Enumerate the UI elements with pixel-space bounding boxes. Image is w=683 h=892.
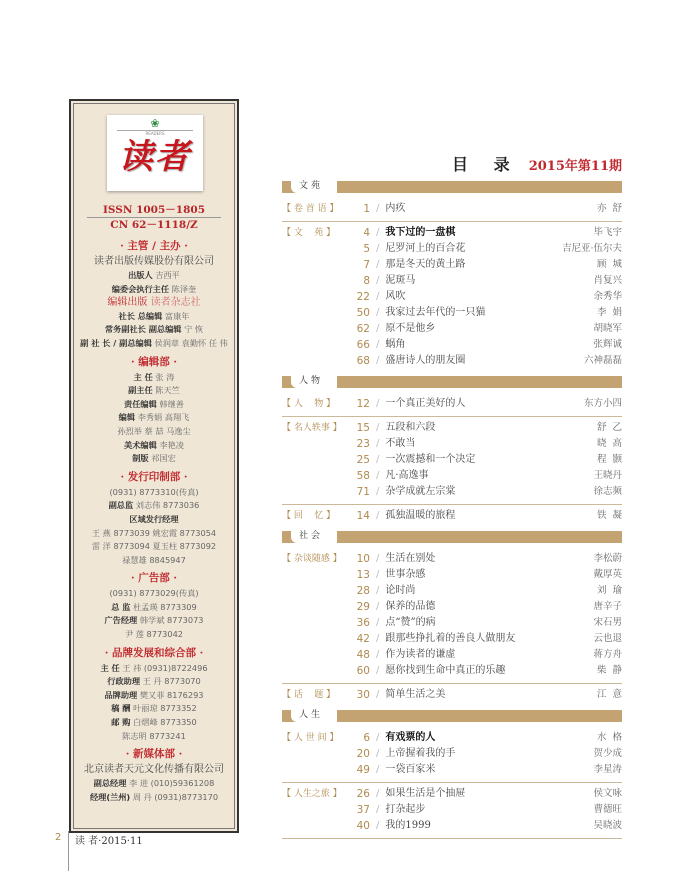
category-label: 【 话 题 】 [282,690,336,700]
staff-section-heading: · 新媒体部 · [125,748,183,761]
toc-entry[interactable] [282,241,622,257]
staff-name: 周 丹 (0931)8773170 [132,791,219,802]
table-of-contents [282,152,622,839]
entry-title: 不敢当 [385,438,416,449]
entry-author: 李松蔚 [593,553,622,564]
toc-entry[interactable] [282,599,622,615]
entry-author: 肖复兴 [593,275,622,286]
entry-title: 简单生活之美 [385,689,446,700]
entry-author: 宋石男 [593,617,622,628]
staff-role: 行政助理 [107,676,141,687]
staff-role: 副 社 长 / 副总编辑 [80,337,152,348]
toc-entry[interactable] [282,567,622,583]
staff-line [71,499,237,513]
separator: / [376,203,380,214]
toc-entry[interactable] [282,802,622,818]
staff-name: 王 祎 (0931)8722496 [122,662,208,673]
category-label: 【 卷 首 语 】 [282,204,339,214]
staff-name: 陈天竺 [155,385,180,396]
entry-page: 50 [356,307,370,319]
entry-author: 王晓丹 [593,470,622,481]
section-band [282,710,622,722]
entry-title: 点“赞”的病 [385,617,436,628]
toc-title: 目 录 [452,155,520,174]
toc-category [282,417,622,505]
entry-author: 柴 静 [596,665,622,676]
toc-entry[interactable] [282,452,622,468]
entry-page: 13 [356,569,370,581]
entry-page: 49 [356,764,370,776]
separator: / [376,438,380,449]
separator: / [376,454,380,465]
staff-name: 宁 恢 [184,324,204,335]
separator: / [376,398,380,409]
staff-line [71,513,237,527]
toc-entry[interactable] [282,257,622,273]
entry-title: 打杂起步 [385,804,426,815]
organization-name: 读者出版传媒股份有限公司 [94,256,214,267]
entry-page: 6 [363,732,370,744]
staff-role: 副总监 [108,500,134,511]
toc-category [282,393,622,417]
section-label: 社会 [291,529,337,543]
staff-name: 侯润章 袁勤怀 任 伟 [154,337,228,348]
staff-line [71,283,237,297]
staff-line [71,702,237,716]
entry-title: 一次震撼和一个决定 [385,454,476,465]
separator: / [376,339,380,350]
logo-emblem-icon: ❀ [150,117,160,130]
entry-title: 我家过去年代的一只猫 [385,307,486,318]
staff-section-heading: · 品牌发展和综合部 · [104,646,204,659]
separator: / [376,243,380,254]
staff-role: 美术编辑 [124,439,157,450]
staff-role: 邮 购 [111,717,131,728]
entry-author: 顾 城 [596,259,622,270]
entry-author: 程 颢 [596,454,622,465]
staff-role: 社长 总编辑 [118,310,163,321]
staff-name: 陈泽奎 [171,283,197,294]
entry-title: 盛唐诗人的朋友圈 [385,355,466,366]
entry-title: 蜗角 [385,339,406,350]
entry-author: 余秀华 [593,291,622,302]
entry-author: 毕飞宇 [593,227,622,238]
section-band [282,181,622,193]
category-label: 【 回 忆 】 [282,511,336,521]
section-band [282,531,622,543]
staff-line [71,730,237,744]
staff-line [71,425,237,439]
separator: / [376,569,380,580]
entry-author: 江 意 [596,689,622,700]
entry-author: 舒 乙 [596,422,622,433]
toc-category [282,783,622,839]
entry-page: 48 [356,649,370,661]
category-label: 【 名人轶事 】 [282,423,342,433]
staff-line [71,716,237,730]
toc-entry[interactable] [282,818,622,834]
staff-name: 叶丽琼 8773352 [133,703,197,714]
staff-line [71,554,237,568]
entry-title: 一袋百家米 [385,764,436,775]
toc-entry[interactable] [282,762,622,778]
staff-name: 白熠峰 8773350 [133,717,197,728]
toc-entry[interactable] [282,631,622,647]
staff-name: 樊又菲 8176293 [139,689,204,700]
toc-entry[interactable] [282,484,622,500]
entry-title: 论时尚 [385,585,416,596]
entry-title: 杂学成就左宗棠 [385,486,456,497]
staff-name: 雷 洋 8773094 夏玉柱 8773092 [91,541,217,552]
entry-title: 五段和六段 [385,422,436,433]
magazine-issue: 读 者·2015·11 [75,836,143,847]
staff-role: 副总经理 [93,778,127,789]
toc-entry[interactable] [282,746,622,762]
toc-entry[interactable] [282,583,622,599]
category-label: 【 人生之旅 】 [282,789,342,799]
toc-category [282,505,622,528]
entry-page: 7 [363,259,370,271]
separator: / [376,585,380,596]
category-label: 【 人 物 】 [282,399,336,409]
entry-page: 26 [356,788,370,800]
logo-readers-text: READERS [117,130,193,136]
staff-line [71,371,237,385]
entry-title: 孤独温暖的旅程 [385,510,456,521]
section-label: 人生 [291,708,337,722]
entry-title: 内疚 [385,203,406,214]
staff-line [71,486,237,500]
toc-category [282,198,622,222]
toc-entry[interactable] [282,436,622,452]
entry-title: 世事杂感 [385,569,426,580]
separator: / [376,633,380,644]
staff-name: 王 燕 8773039 姚宏霞 8773054 [91,527,217,538]
staff-role: 副主任 [128,385,153,396]
toc-entry[interactable] [282,647,622,663]
staff-name: 韩学斌 8773073 [139,615,204,626]
entry-page: 37 [356,804,370,816]
staff-line [71,601,237,615]
issue-number: 2015年第11期 [528,159,622,174]
entry-author: 铁 凝 [596,510,622,521]
entry-page: 60 [356,665,370,677]
logo-name: 读者 [119,137,191,177]
separator: / [376,820,380,831]
staff-name: 李 进 (010)59361208 [129,778,215,789]
separator: / [376,553,380,564]
entry-author: 刘 瑜 [596,585,622,596]
entry-page: 4 [363,227,370,239]
staff-name: 张 涛 [155,371,175,382]
toc-entry[interactable] [282,305,622,321]
entry-author: 李 娟 [596,307,622,318]
staff-line [71,310,237,324]
staff-line [71,777,237,791]
staff-section-heading: · 广告部 · [130,572,178,585]
issn-block [71,203,237,232]
separator: / [376,748,380,759]
publisher-line [71,296,237,310]
staff-line [71,587,237,601]
staff-section-heading: · 主管 / 主办 · [120,240,188,252]
toc-category [282,727,622,783]
staff-role: 区域发行经理 [129,513,179,524]
separator: / [376,649,380,660]
category-label: 【 杂谈随感 】 [282,554,342,564]
staff-name: 富康年 [164,310,190,321]
section-label: 文苑 [291,179,337,193]
separator: / [376,486,380,497]
entry-page: 8 [363,275,370,287]
entry-page: 40 [356,820,370,832]
entry-title: 愿你找到生命中真正的乐趣 [385,665,506,676]
staff-line [71,337,237,351]
section-band [282,376,622,388]
staff-line [71,689,237,703]
staff-section-heading: · 发行印制部 · [120,470,188,483]
entry-page: 29 [356,601,370,613]
staff-role: 责任编辑 [124,398,157,409]
staff-line [71,675,237,689]
entry-page: 62 [356,323,370,335]
toc-category [282,684,622,707]
toc-entry[interactable] [282,273,622,289]
entry-title: 风吹 [385,291,406,302]
entry-author: 云也退 [593,633,622,644]
staff-role: 常务副社长 副总编辑 [104,324,182,335]
entry-author: 侯文咏 [593,788,622,799]
toc-entry[interactable] [282,353,622,369]
staff-role: 广告经理 [104,615,138,626]
staff-name: 祁国宏 [151,453,176,464]
staff-name: 陈志明 8773241 [122,730,186,741]
cn-number: CN 62－1118/Z [110,219,198,231]
toc-entry[interactable] [282,468,622,484]
entry-author: 戴厚英 [593,569,622,580]
staff-line [71,452,237,466]
separator: / [376,764,380,775]
staff-name: 吉西平 [155,270,180,280]
entry-author: 吴晓波 [593,820,622,831]
category-label: 【 文 苑 】 [282,228,336,238]
toc-category [282,222,622,373]
staff-name: 禄慧雄 8845947 [122,554,186,565]
organization-name: 北京读者天元文化传播有限公司 [84,764,224,776]
staff-role: 制版 [132,453,149,464]
separator: / [376,275,380,286]
entry-author: 贺少成 [593,748,622,759]
separator: / [376,323,380,334]
entry-page: 66 [356,339,370,351]
staff-line [71,398,237,412]
staff-line [71,791,237,805]
entry-author: 水 格 [596,732,622,743]
separator: / [376,788,380,799]
entry-title: 泥斑马 [385,275,416,286]
entry-author: 张辉诚 [593,339,622,350]
separator: / [376,601,380,612]
toc-entry[interactable] [282,663,622,679]
entry-title: 如果生活是个抽屉 [385,788,466,799]
entry-author: 六神磊磊 [583,355,622,366]
staff-line [71,323,237,337]
staff-role: 经理(兰州) [89,791,131,802]
entry-page: 5 [363,243,370,255]
staff-role: 总 监 [111,601,131,612]
staff-name: 王 丹 8773070 [142,676,201,687]
entry-author: 晓 高 [596,438,622,449]
separator: / [376,804,380,815]
issn: ISSN 1005－1805 [102,204,206,216]
separator: / [376,617,380,628]
category-label: 【 人 世 间 】 [282,733,339,743]
staff-line [71,662,237,676]
staff-role: 主 任 [100,662,120,673]
staff-name: 孙烈举 蔡 喆 马逸尘 [117,425,191,436]
toc-category [282,548,622,684]
entry-page: 20 [356,748,370,760]
staff-role: 稿 酬 [111,703,131,714]
staff-role: 编委会执行主任 [111,283,170,294]
entry-page: 36 [356,617,370,629]
staff-list [71,235,237,804]
entry-page: 30 [356,689,370,701]
entry-title: 原不是他乡 [385,323,436,334]
separator: / [376,665,380,676]
entry-page: 1 [363,203,370,215]
staff-role: 主 任 [133,371,153,382]
entry-page: 71 [356,486,370,498]
staff-name: 韩继善 [159,398,184,409]
toc-entry[interactable] [282,615,622,631]
separator: / [376,689,380,700]
separator: / [376,307,380,318]
staff-name: 杜孟瑛 8773309 [133,601,197,612]
staff-name: 尹 莲 8773042 [124,629,184,640]
entry-title: 我下过的一盘棋 [385,227,456,238]
separator: / [376,291,380,302]
publisher-label: 编辑出版 [107,297,148,309]
entry-title: 凡·高逸事 [385,470,429,481]
separator: / [376,355,380,366]
staff-line [71,614,237,628]
entry-title: 上帝握着我的手 [385,748,456,759]
entry-title: 那是冬天的黄土路 [385,259,466,270]
entry-title: 跟那些挣扎着的善良人做朋友 [385,633,516,644]
staff-name: (0931) 8773310(传真) [109,486,199,497]
entry-page: 14 [356,510,370,522]
page-number: 2 [55,832,62,843]
entry-title: 我的1999 [385,820,431,831]
entry-page: 28 [356,585,370,597]
staff-name: 刘志伟 8773036 [135,500,200,511]
entry-author: 东方小四 [583,398,622,409]
entry-author: 李星涛 [593,764,622,775]
separator: / [376,732,380,743]
staff-line [71,269,237,283]
entry-title: 生活在别处 [385,553,436,564]
separator: / [376,510,380,521]
entry-page: 42 [356,633,370,645]
staff-name: 李秀娟 高翔飞 [137,412,190,423]
staff-name: (0931) 8773029(传真) [109,588,199,599]
readers-logo [107,115,203,191]
publisher-name: 读者杂志社 [150,297,201,309]
staff-line [71,439,237,453]
staff-line [71,384,237,398]
staff-role: 品牌助理 [104,689,138,700]
entry-page: 23 [356,438,370,450]
entry-author: 胡晓军 [593,323,622,334]
toc-entry[interactable] [282,321,622,337]
separator: / [376,259,380,270]
entry-page: 12 [356,398,370,410]
separator: / [376,470,380,481]
separator: / [376,422,380,433]
section-label: 人物 [291,374,337,388]
entry-author: 徐志频 [593,486,622,497]
entry-page: 68 [356,355,370,367]
entry-page: 25 [356,454,370,466]
entry-title: 尼罗河上的百合花 [385,243,466,254]
staff-line [71,411,237,425]
staff-name: 李艳凌 [159,439,184,450]
entry-title: 有戏票的人 [385,732,436,743]
toc-header [282,152,622,178]
entry-page: 15 [356,422,370,434]
entry-page: 10 [356,553,370,565]
entry-author: 唐辛子 [593,601,622,612]
staff-role: 出版人 [128,270,153,280]
entry-title: 保养的品德 [385,601,436,612]
entry-page: 22 [356,291,370,303]
staff-line [71,540,237,554]
entry-author: 蒋方舟 [593,649,622,660]
staff-section-heading: · 编辑部 · [130,355,178,368]
toc-entry[interactable] [282,337,622,353]
staff-role: 编辑 [118,412,136,423]
entry-author: 吉尼亚·伍尔夫 [561,243,622,254]
staff-line [71,628,237,642]
masthead-panel [69,99,239,833]
entry-title: 作为读者的谦虚 [385,649,456,660]
entry-author: 曹德旺 [593,804,622,815]
staff-line [71,527,237,541]
entry-author: 亦 舒 [596,203,622,214]
entry-page: 58 [356,470,370,482]
entry-title: 一个真正美好的人 [385,398,466,409]
separator: / [376,227,380,238]
toc-entry[interactable] [282,289,622,305]
